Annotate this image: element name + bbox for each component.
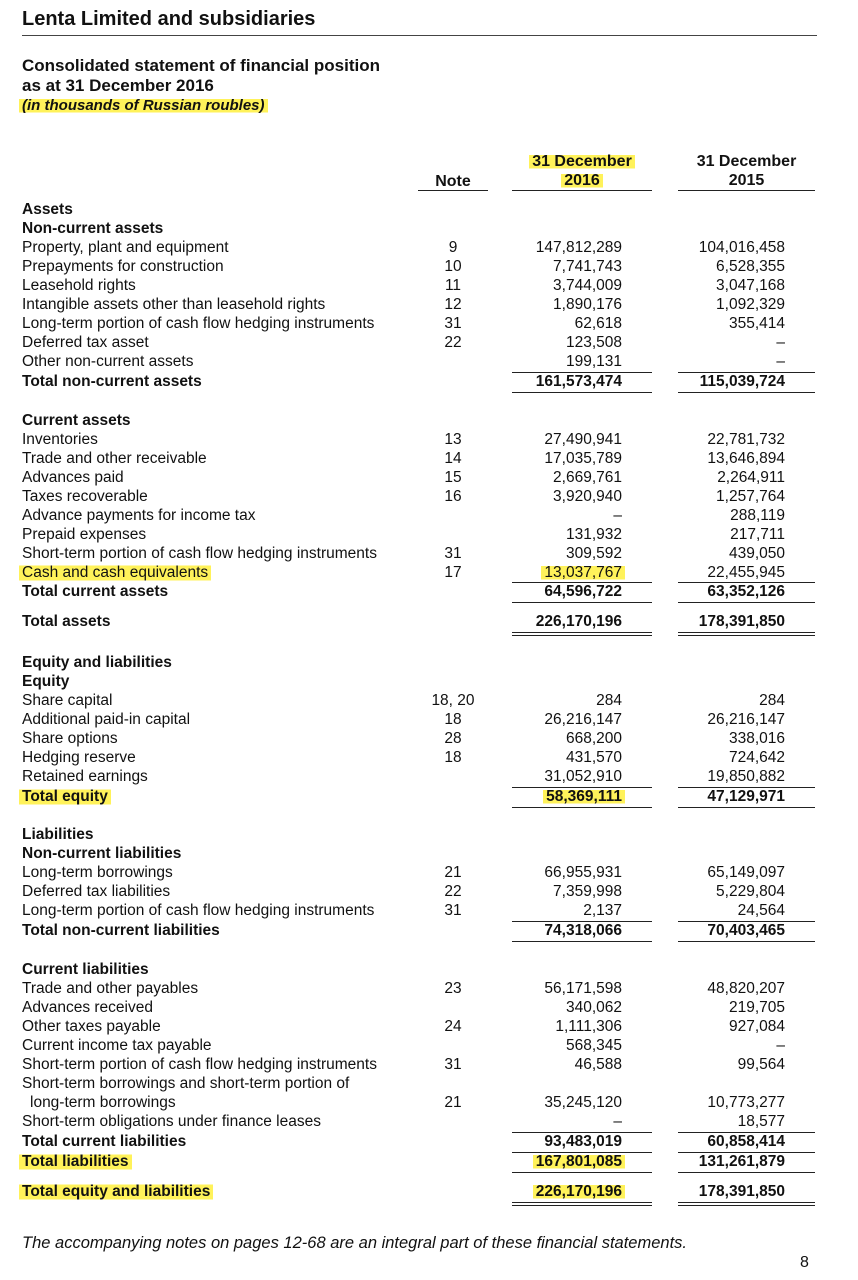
row-note: 18, 20 [431, 692, 475, 709]
row-value-2016-text: 62,618 [574, 315, 622, 332]
sum-rule [512, 807, 652, 808]
row-value-2016-text: 431,570 [565, 749, 622, 766]
sum-rule [512, 941, 652, 942]
table-row [0, 612, 858, 631]
table-row [0, 487, 858, 506]
row-value-2016-text: 161,573,474 [535, 373, 622, 390]
column-header-2015-line2: 2015 [728, 172, 765, 189]
table-row [0, 314, 858, 333]
row-value-2015: 439,050 [728, 545, 785, 562]
row-value-2015: 724,642 [728, 749, 785, 766]
row-label: Prepayments for construction [22, 258, 224, 275]
footer-note: The accompanying notes on pages 12-68 are an integral part of these financial statements. [22, 1234, 687, 1252]
row-value-2016-text: 284 [596, 692, 622, 709]
row-value-2015: 355,414 [728, 315, 785, 332]
row-label: Prepaid expenses [22, 526, 147, 543]
row-value-2016 [512, 525, 622, 544]
table-row [0, 901, 858, 920]
row-value-2016 [512, 372, 622, 391]
row-value-2016-text: 3,920,940 [553, 488, 622, 505]
double-underline [678, 1202, 815, 1203]
table-row [0, 1132, 858, 1151]
table-row [0, 729, 858, 748]
row-label: Deferred tax asset [22, 334, 149, 351]
row-label: Total assets [22, 613, 111, 630]
table-row [0, 1093, 858, 1112]
row-label: Current income tax payable [22, 1037, 212, 1054]
row-value-2016 [512, 544, 622, 563]
row-value-2016-text: 123,508 [565, 334, 622, 351]
table-row [0, 844, 858, 863]
row-value-2015: 13,646,894 [707, 450, 785, 467]
row-label: Non-current assets [22, 220, 164, 237]
row-value-2016-text: 64,596,722 [544, 583, 622, 600]
sum-rule [512, 392, 652, 393]
table-row [0, 1112, 858, 1131]
table-row [0, 468, 858, 487]
row-note: 14 [444, 450, 462, 467]
row-note: 13 [444, 431, 462, 448]
sum-rule [678, 1152, 815, 1153]
table-row [0, 1152, 858, 1171]
row-value-2016 [512, 1017, 622, 1036]
row-value-2016 [512, 487, 622, 506]
column-header-note: Note [435, 173, 471, 190]
row-value-2016-text: 13,037,767 [541, 564, 625, 581]
sum-rule [678, 787, 815, 788]
row-value-2015: 24,564 [737, 902, 785, 919]
row-value-2015: 104,016,458 [698, 239, 785, 256]
row-value-2015: 1,092,329 [716, 296, 785, 313]
table-row [0, 960, 858, 979]
row-value-2015: 927,084 [728, 1018, 785, 1035]
table-row [0, 525, 858, 544]
row-value-2016 [512, 729, 622, 748]
row-label: Advances paid [22, 469, 124, 486]
row-value-2015: 26,216,147 [707, 711, 785, 728]
row-value-2016 [512, 238, 622, 257]
row-note: 18 [444, 711, 462, 728]
row-value-2016-text: 309,592 [565, 545, 622, 562]
table-row [0, 979, 858, 998]
row-value-2016 [512, 612, 622, 631]
table-row [0, 787, 858, 806]
row-value-2016 [512, 468, 622, 487]
table-row [0, 411, 858, 430]
sum-rule [678, 602, 815, 603]
sum-rule [678, 1172, 815, 1173]
row-value-2015: 70,403,465 [707, 922, 785, 939]
row-value-2016-text: 26,216,147 [544, 711, 622, 728]
row-label: Long-term portion of cash flow hedging instruments [22, 902, 375, 919]
table-row [0, 506, 858, 525]
row-label: Short-term portion of cash flow hedging instruments [22, 1056, 377, 1073]
row-value-2015: 1,257,764 [716, 488, 785, 505]
row-value-2016 [512, 506, 622, 525]
table-row [0, 430, 858, 449]
row-label: Trade and other payables [22, 980, 199, 997]
row-value-2016 [512, 1152, 622, 1171]
row-value-2016-text: 46,588 [574, 1056, 622, 1073]
row-label: Total liabilities [19, 1152, 132, 1171]
row-value-2016-text: 147,812,289 [535, 239, 622, 256]
row-value-2016-text: 3,744,009 [553, 277, 622, 294]
sum-rule [512, 602, 652, 603]
table-row [0, 825, 858, 844]
row-label: Share capital [22, 692, 113, 709]
row-note: 22 [444, 883, 462, 900]
table-row [0, 372, 858, 391]
row-value-2016-text: 167,801,085 [533, 1153, 625, 1170]
row-value-2016 [512, 582, 622, 601]
row-label: Short-term borrowings and short-term portion of [22, 1075, 350, 1092]
row-value-2016-text: 7,741,743 [553, 258, 622, 275]
table-row [0, 1017, 858, 1036]
row-value-2015: 288,119 [730, 507, 785, 524]
statement-title: Consolidated statement of financial position [22, 56, 380, 75]
table-row [0, 563, 858, 582]
row-value-2016 [512, 276, 622, 295]
row-value-2016 [512, 1182, 622, 1201]
row-value-2016-text: 2,669,761 [553, 469, 622, 486]
row-value-2015: 217,711 [730, 526, 785, 543]
row-value-2016-text: 56,171,598 [544, 980, 622, 997]
row-note: 21 [444, 1094, 462, 1111]
table-row [0, 238, 858, 257]
row-value-2016 [512, 1132, 622, 1151]
statement-units-text: (in thousands of Russian roubles) [19, 97, 268, 114]
row-value-2016 [512, 352, 622, 371]
column-header-2016-line1: 31 December [529, 153, 635, 170]
row-value-2015: 178,391,850 [698, 1183, 785, 1200]
table-row [0, 767, 858, 786]
row-value-2016 [512, 710, 622, 729]
column-header-2016-line2: 2016 [561, 172, 603, 189]
row-value-2015: 19,850,882 [707, 768, 785, 785]
row-note: 21 [444, 864, 462, 881]
table-row [0, 748, 858, 767]
row-value-2016-text: 7,359,998 [553, 883, 622, 900]
column-header-2015-line1: 31 December [696, 153, 797, 170]
row-label: Total equity and liabilities [19, 1182, 213, 1201]
row-value-2015: 22,455,945 [707, 564, 785, 581]
row-value-2015: 18,577 [737, 1113, 785, 1130]
table-row [0, 882, 858, 901]
row-value-2015: 47,129,971 [707, 788, 785, 805]
row-value-2016-text: 340,062 [565, 999, 622, 1016]
row-note: 23 [444, 980, 462, 997]
row-label: Liabilities [22, 826, 94, 843]
row-note: 12 [444, 296, 462, 313]
row-value-2016 [512, 430, 622, 449]
row-value-2015: 63,352,126 [707, 583, 785, 600]
row-value-2016 [512, 449, 622, 468]
row-note: 31 [444, 902, 462, 919]
row-label: Short-term obligations under finance leases [22, 1113, 321, 1130]
sum-rule [512, 1172, 652, 1173]
double-underline [512, 1202, 652, 1203]
table-row [0, 1036, 858, 1055]
row-value-2016 [512, 882, 622, 901]
row-value-2015: 178,391,850 [698, 613, 785, 630]
row-label: Total non-current assets [22, 373, 202, 390]
row-value-2016 [512, 1055, 622, 1074]
row-value-2015: 22,781,732 [707, 431, 785, 448]
row-label: Non-current liabilities [22, 845, 182, 862]
row-value-2016-text: 226,170,196 [535, 613, 622, 630]
row-value-2016-text: 31,052,910 [544, 768, 622, 785]
row-value-2016 [512, 748, 622, 767]
table-row [0, 200, 858, 219]
row-note: 24 [444, 1018, 462, 1035]
table-row [0, 544, 858, 563]
row-label: Current assets [22, 412, 131, 429]
sum-rule [678, 921, 815, 922]
row-label: Property, plant and equipment [22, 239, 229, 256]
sum-rule [512, 1132, 652, 1133]
table-row [0, 295, 858, 314]
table-row [0, 921, 858, 940]
double-underline [678, 635, 815, 636]
sum-rule [512, 582, 652, 583]
row-value-2015: – [776, 334, 785, 351]
sum-rule [512, 787, 652, 788]
row-label: Total current liabilities [22, 1133, 187, 1150]
row-value-2016-text: 74,318,066 [544, 922, 622, 939]
row-value-2016-text: 199,131 [565, 353, 622, 370]
row-value-2015: 99,564 [737, 1056, 785, 1073]
row-value-2015: – [776, 353, 785, 370]
row-value-2016 [512, 563, 622, 582]
row-label: Assets [22, 201, 73, 218]
row-label: Retained earnings [22, 768, 148, 785]
row-label: Trade and other receivable [22, 450, 207, 467]
row-value-2016 [512, 921, 622, 940]
row-label: Total non-current liabilities [22, 922, 220, 939]
row-note: 31 [444, 315, 462, 332]
row-label: Advance payments for income tax [22, 507, 256, 524]
row-value-2016-text: 17,035,789 [544, 450, 622, 467]
table-row [0, 1074, 858, 1093]
row-value-2015: 6,528,355 [716, 258, 785, 275]
double-underline [678, 1205, 815, 1206]
row-value-2016 [512, 767, 622, 786]
table-row [0, 653, 858, 672]
sum-rule [678, 582, 815, 583]
row-value-2016-text: – [613, 507, 622, 524]
table-row [0, 863, 858, 882]
table-row [0, 257, 858, 276]
row-note: 11 [444, 277, 462, 294]
double-underline [512, 635, 652, 636]
row-value-2016 [512, 314, 622, 333]
company-name: Lenta Limited and subsidiaries [22, 8, 817, 36]
row-value-2016-text: 568,345 [565, 1037, 622, 1054]
row-label: Total current assets [22, 583, 169, 600]
double-underline [512, 632, 652, 633]
row-label: Long-term portion of cash flow hedging instruments [22, 315, 375, 332]
row-label: Leasehold rights [22, 277, 136, 294]
row-value-2016 [512, 257, 622, 276]
row-value-2016 [512, 979, 622, 998]
row-value-2016-text: 1,890,176 [553, 296, 622, 313]
row-value-2015: 284 [759, 692, 785, 709]
row-label: Taxes recoverable [22, 488, 148, 505]
row-label: long-term borrowings [30, 1094, 176, 1111]
row-label: Cash and cash equivalents [19, 563, 211, 582]
row-label: Total equity [19, 787, 111, 806]
row-note: 22 [444, 334, 462, 351]
row-value-2015: 338,016 [728, 730, 785, 747]
row-label: Other non-current assets [22, 353, 194, 370]
row-label: Deferred tax liabilities [22, 883, 171, 900]
row-value-2016-text: 58,369,111 [543, 788, 625, 805]
row-value-2016-text: 2,137 [583, 902, 622, 919]
row-note: 31 [444, 1056, 462, 1073]
table-row [0, 582, 858, 601]
row-value-2015: 131,261,879 [698, 1153, 785, 1170]
row-value-2016-text: – [613, 1113, 622, 1130]
row-label: Inventories [22, 431, 98, 448]
row-label: Short-term portion of cash flow hedging instruments [22, 545, 377, 562]
row-value-2016 [512, 691, 622, 710]
row-value-2016 [512, 901, 622, 920]
sum-rule [678, 807, 815, 808]
row-label: Share options [22, 730, 118, 747]
row-label: Current liabilities [22, 961, 149, 978]
sum-rule [678, 372, 815, 373]
row-value-2015: 3,047,168 [716, 277, 785, 294]
row-label: Equity [22, 673, 70, 690]
row-value-2016-text: 1,111,306 [555, 1018, 622, 1035]
table-row [0, 710, 858, 729]
statement-date: as at 31 December 2016 [22, 76, 214, 95]
row-value-2015: 60,858,414 [707, 1133, 785, 1150]
row-label: Other taxes payable [22, 1018, 161, 1035]
row-note: 16 [444, 488, 462, 505]
row-note: 18 [444, 749, 462, 766]
sum-rule [512, 372, 652, 373]
row-value-2015: 115,039,724 [699, 373, 785, 390]
row-value-2015: 65,149,097 [707, 864, 785, 881]
row-value-2016-text: 27,490,941 [544, 431, 622, 448]
row-label: Advances received [22, 999, 153, 1016]
row-value-2015: 5,229,804 [716, 883, 785, 900]
row-value-2015: 48,820,207 [707, 980, 785, 997]
row-label: Additional paid-in capital [22, 711, 191, 728]
row-value-2016 [512, 333, 622, 352]
row-value-2016 [512, 787, 622, 806]
row-value-2016 [512, 863, 622, 882]
row-note: 15 [444, 469, 462, 486]
row-value-2016 [512, 295, 622, 314]
row-value-2016-text: 668,200 [565, 730, 622, 747]
sum-rule [512, 1152, 652, 1153]
row-value-2015: 219,705 [728, 999, 785, 1016]
table-row [0, 691, 858, 710]
table-row [0, 219, 858, 238]
table-row [0, 1182, 858, 1201]
row-value-2015: 2,264,911 [717, 469, 785, 486]
table-row [0, 672, 858, 691]
row-value-2016-text: 131,932 [565, 526, 622, 543]
row-label: Long-term borrowings [22, 864, 173, 881]
row-value-2015: 10,773,277 [707, 1094, 785, 1111]
row-label: Equity and liabilities [22, 654, 172, 671]
table-row [0, 352, 858, 371]
row-label: Hedging reserve [22, 749, 136, 766]
page-number: 8 [800, 1254, 809, 1271]
sum-rule [512, 921, 652, 922]
row-value-2016 [512, 1093, 622, 1112]
table-row [0, 276, 858, 295]
table-row [0, 1055, 858, 1074]
sum-rule [678, 392, 815, 393]
row-note: 17 [444, 564, 462, 581]
table-row [0, 333, 858, 352]
row-value-2016-text: 226,170,196 [533, 1183, 625, 1200]
row-value-2016 [512, 998, 622, 1017]
row-value-2015: – [776, 1037, 785, 1054]
row-value-2016-text: 35,245,120 [544, 1094, 622, 1111]
sum-rule [678, 941, 815, 942]
table-row [0, 449, 858, 468]
row-note: 10 [444, 258, 462, 275]
sum-rule [678, 1132, 815, 1133]
row-value-2016 [512, 1036, 622, 1055]
row-label: Intangible assets other than leasehold rights [22, 296, 326, 313]
double-underline [512, 1205, 652, 1206]
row-value-2016-text: 93,483,019 [544, 1133, 622, 1150]
double-underline [678, 632, 815, 633]
row-note: 9 [448, 239, 458, 256]
row-value-2016-text: 66,955,931 [544, 864, 622, 881]
row-note: 28 [444, 730, 462, 747]
table-row [0, 998, 858, 1017]
row-value-2016 [512, 1112, 622, 1131]
row-note: 31 [444, 545, 462, 562]
